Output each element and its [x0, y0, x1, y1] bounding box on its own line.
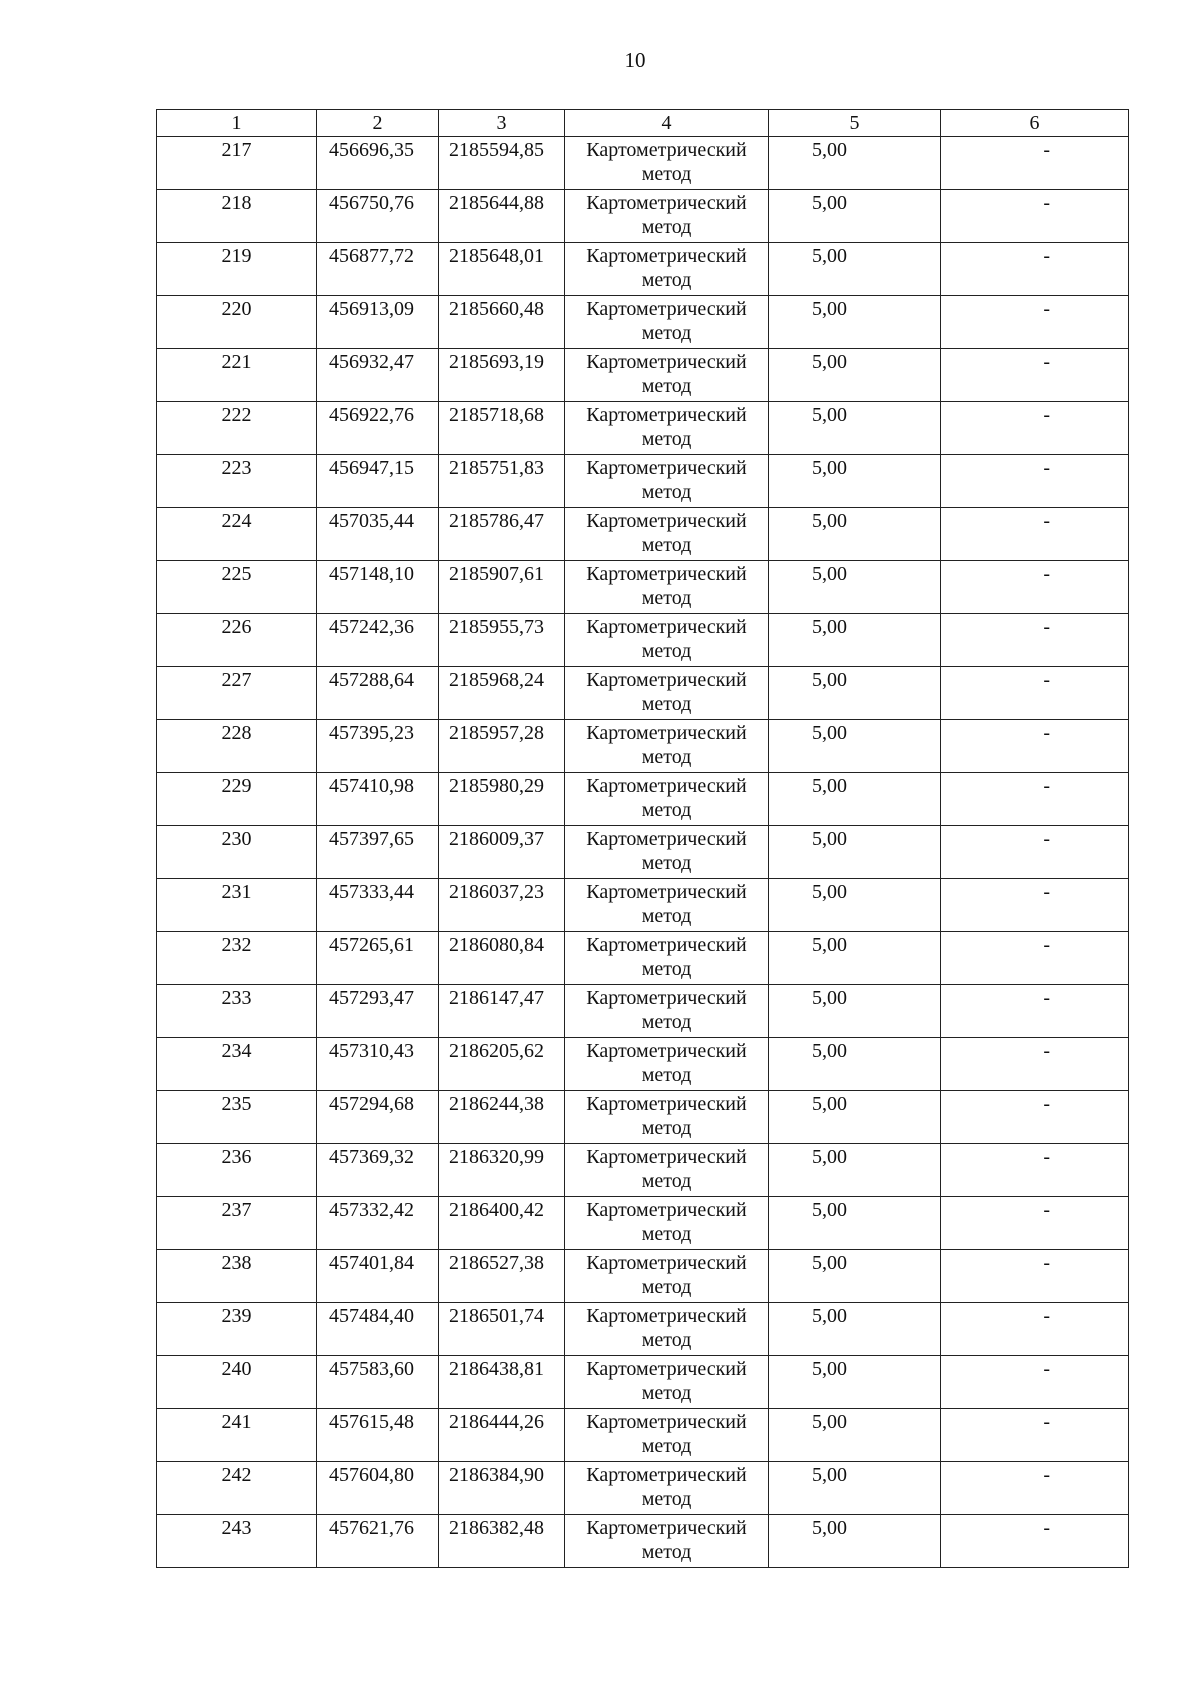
- method-cell: Картометрический метод: [565, 1303, 769, 1356]
- point-number-cell: 239: [157, 1303, 317, 1356]
- coord-y-cell: 2186244,38: [439, 1091, 565, 1144]
- note-cell: -: [941, 190, 1129, 243]
- coord-y-cell: 2185957,28: [439, 720, 565, 773]
- table-row: [157, 667, 1129, 720]
- coord-y-cell: 2186527,38: [439, 1250, 565, 1303]
- coord-y-cell: 2186205,62: [439, 1038, 565, 1091]
- accuracy-cell: 5,00: [769, 1409, 941, 1462]
- table-row: [157, 614, 1129, 667]
- coord-y-cell: 2185980,29: [439, 773, 565, 826]
- coord-y-cell: 2186147,47: [439, 985, 565, 1038]
- note-cell: -: [941, 773, 1129, 826]
- method-cell: Картометрический метод: [565, 561, 769, 614]
- column-header: 2: [317, 110, 439, 137]
- point-number-cell: 224: [157, 508, 317, 561]
- accuracy-cell: 5,00: [769, 1250, 941, 1303]
- table-row: [157, 1515, 1129, 1568]
- table-row: [157, 137, 1129, 190]
- accuracy-cell: 5,00: [769, 508, 941, 561]
- table-body: [157, 137, 1129, 1568]
- coord-x-cell: 457410,98: [317, 773, 439, 826]
- coord-y-cell: 2186501,74: [439, 1303, 565, 1356]
- point-number-cell: 218: [157, 190, 317, 243]
- coord-x-cell: 456877,72: [317, 243, 439, 296]
- note-cell: -: [941, 1409, 1129, 1462]
- coord-y-cell: 2186444,26: [439, 1409, 565, 1462]
- note-cell: -: [941, 402, 1129, 455]
- point-number-cell: 230: [157, 826, 317, 879]
- coord-x-cell: 457333,44: [317, 879, 439, 932]
- note-cell: -: [941, 985, 1129, 1038]
- column-header: 3: [439, 110, 565, 137]
- note-cell: -: [941, 1091, 1129, 1144]
- method-cell: Картометрический метод: [565, 720, 769, 773]
- coord-y-cell: 2186080,84: [439, 932, 565, 985]
- note-cell: -: [941, 826, 1129, 879]
- point-number-cell: 222: [157, 402, 317, 455]
- accuracy-cell: 5,00: [769, 1303, 941, 1356]
- method-cell: Картометрический метод: [565, 1038, 769, 1091]
- point-number-cell: 235: [157, 1091, 317, 1144]
- accuracy-cell: 5,00: [769, 614, 941, 667]
- method-cell: Картометрический метод: [565, 508, 769, 561]
- coord-x-cell: 457369,32: [317, 1144, 439, 1197]
- method-cell: Картометрический метод: [565, 1250, 769, 1303]
- coord-x-cell: 457265,61: [317, 932, 439, 985]
- column-header: 5: [769, 110, 941, 137]
- table-row: [157, 773, 1129, 826]
- method-cell: Картометрический метод: [565, 932, 769, 985]
- note-cell: -: [941, 1038, 1129, 1091]
- accuracy-cell: 5,00: [769, 985, 941, 1038]
- point-number-cell: 217: [157, 137, 317, 190]
- coord-x-cell: 457148,10: [317, 561, 439, 614]
- accuracy-cell: 5,00: [769, 1515, 941, 1568]
- coord-x-cell: 457035,44: [317, 508, 439, 561]
- point-number-cell: 233: [157, 985, 317, 1038]
- table-row: [157, 1144, 1129, 1197]
- method-cell: Картометрический метод: [565, 1515, 769, 1568]
- point-number-cell: 243: [157, 1515, 317, 1568]
- method-cell: Картометрический метод: [565, 1091, 769, 1144]
- accuracy-cell: 5,00: [769, 1038, 941, 1091]
- coord-x-cell: 456922,76: [317, 402, 439, 455]
- accuracy-cell: 5,00: [769, 561, 941, 614]
- method-cell: Картометрический метод: [565, 1144, 769, 1197]
- table-row: [157, 1091, 1129, 1144]
- coord-y-cell: 2186382,48: [439, 1515, 565, 1568]
- coord-y-cell: 2185648,01: [439, 243, 565, 296]
- note-cell: -: [941, 1197, 1129, 1250]
- accuracy-cell: 5,00: [769, 1356, 941, 1409]
- table-row: [157, 508, 1129, 561]
- point-number-cell: 241: [157, 1409, 317, 1462]
- column-header: 1: [157, 110, 317, 137]
- table-row: [157, 1409, 1129, 1462]
- note-cell: -: [941, 667, 1129, 720]
- note-cell: -: [941, 1303, 1129, 1356]
- table-row: [157, 349, 1129, 402]
- note-cell: -: [941, 137, 1129, 190]
- table-header: [157, 110, 1129, 137]
- point-number-cell: 232: [157, 932, 317, 985]
- page-number: 10: [624, 48, 646, 72]
- method-cell: Картометрический метод: [565, 243, 769, 296]
- coord-y-cell: 2185644,88: [439, 190, 565, 243]
- point-number-cell: 226: [157, 614, 317, 667]
- point-number-cell: 238: [157, 1250, 317, 1303]
- table-row: [157, 879, 1129, 932]
- note-cell: -: [941, 455, 1129, 508]
- coord-x-cell: 457401,84: [317, 1250, 439, 1303]
- coord-x-cell: 456932,47: [317, 349, 439, 402]
- table-row: [157, 1038, 1129, 1091]
- method-cell: Картометрический метод: [565, 985, 769, 1038]
- table-row: [157, 1303, 1129, 1356]
- coord-x-cell: 457294,68: [317, 1091, 439, 1144]
- coord-y-cell: 2186400,42: [439, 1197, 565, 1250]
- coord-x-cell: 457242,36: [317, 614, 439, 667]
- coord-x-cell: 457621,76: [317, 1515, 439, 1568]
- method-cell: Картометрический метод: [565, 614, 769, 667]
- coord-y-cell: 2185660,48: [439, 296, 565, 349]
- note-cell: -: [941, 1515, 1129, 1568]
- point-number-cell: 220: [157, 296, 317, 349]
- coord-x-cell: 457395,23: [317, 720, 439, 773]
- note-cell: -: [941, 879, 1129, 932]
- note-cell: -: [941, 1356, 1129, 1409]
- coord-x-cell: 456696,35: [317, 137, 439, 190]
- method-cell: Картометрический метод: [565, 455, 769, 508]
- note-cell: -: [941, 561, 1129, 614]
- accuracy-cell: 5,00: [769, 137, 941, 190]
- accuracy-cell: 5,00: [769, 826, 941, 879]
- coord-y-cell: 2186009,37: [439, 826, 565, 879]
- table-row: [157, 243, 1129, 296]
- note-cell: -: [941, 932, 1129, 985]
- table-row: [157, 985, 1129, 1038]
- coord-x-cell: 457604,80: [317, 1462, 439, 1515]
- accuracy-cell: 5,00: [769, 667, 941, 720]
- point-number-cell: 219: [157, 243, 317, 296]
- table-row: [157, 190, 1129, 243]
- note-cell: -: [941, 1462, 1129, 1515]
- point-number-cell: 223: [157, 455, 317, 508]
- accuracy-cell: 5,00: [769, 1144, 941, 1197]
- method-cell: Картометрический метод: [565, 349, 769, 402]
- table-row: [157, 932, 1129, 985]
- accuracy-cell: 5,00: [769, 773, 941, 826]
- note-cell: -: [941, 720, 1129, 773]
- coord-y-cell: 2185751,83: [439, 455, 565, 508]
- accuracy-cell: 5,00: [769, 1091, 941, 1144]
- point-number-cell: 237: [157, 1197, 317, 1250]
- coord-x-cell: 457397,65: [317, 826, 439, 879]
- point-number-cell: 221: [157, 349, 317, 402]
- accuracy-cell: 5,00: [769, 455, 941, 508]
- table-row: [157, 1250, 1129, 1303]
- method-cell: Картометрический метод: [565, 296, 769, 349]
- coord-x-cell: 457293,47: [317, 985, 439, 1038]
- table-row: [157, 826, 1129, 879]
- note-cell: -: [941, 349, 1129, 402]
- accuracy-cell: 5,00: [769, 879, 941, 932]
- point-number-cell: 236: [157, 1144, 317, 1197]
- coord-x-cell: 457310,43: [317, 1038, 439, 1091]
- method-cell: Картометрический метод: [565, 1409, 769, 1462]
- table-row: [157, 1356, 1129, 1409]
- method-cell: Картометрический метод: [565, 1356, 769, 1409]
- method-cell: Картометрический метод: [565, 879, 769, 932]
- column-header: 4: [565, 110, 769, 137]
- coord-y-cell: 2185693,19: [439, 349, 565, 402]
- accuracy-cell: 5,00: [769, 349, 941, 402]
- coord-x-cell: 457615,48: [317, 1409, 439, 1462]
- method-cell: Картометрический метод: [565, 667, 769, 720]
- coord-y-cell: 2185594,85: [439, 137, 565, 190]
- point-number-cell: 228: [157, 720, 317, 773]
- point-number-cell: 234: [157, 1038, 317, 1091]
- point-number-cell: 240: [157, 1356, 317, 1409]
- coord-y-cell: 2186037,23: [439, 879, 565, 932]
- method-cell: Картометрический метод: [565, 1197, 769, 1250]
- accuracy-cell: 5,00: [769, 296, 941, 349]
- point-number-cell: 227: [157, 667, 317, 720]
- method-cell: Картометрический метод: [565, 402, 769, 455]
- table-row: [157, 720, 1129, 773]
- coordinates-table: [156, 109, 1129, 1568]
- table-row: [157, 296, 1129, 349]
- table-row: [157, 1197, 1129, 1250]
- coord-y-cell: 2185718,68: [439, 402, 565, 455]
- table-row: [157, 402, 1129, 455]
- coord-x-cell: 457484,40: [317, 1303, 439, 1356]
- coord-x-cell: 457583,60: [317, 1356, 439, 1409]
- method-cell: Картометрический метод: [565, 773, 769, 826]
- accuracy-cell: 5,00: [769, 1462, 941, 1515]
- note-cell: -: [941, 296, 1129, 349]
- point-number-cell: 229: [157, 773, 317, 826]
- coord-y-cell: 2186384,90: [439, 1462, 565, 1515]
- table-row: [157, 455, 1129, 508]
- table-row: [157, 1462, 1129, 1515]
- method-cell: Картометрический метод: [565, 1462, 769, 1515]
- note-cell: -: [941, 1250, 1129, 1303]
- coord-x-cell: 456947,15: [317, 455, 439, 508]
- column-header: 6: [941, 110, 1129, 137]
- point-number-cell: 231: [157, 879, 317, 932]
- note-cell: -: [941, 614, 1129, 667]
- accuracy-cell: 5,00: [769, 402, 941, 455]
- table-row: [157, 561, 1129, 614]
- method-cell: Картометрический метод: [565, 137, 769, 190]
- method-cell: Картометрический метод: [565, 190, 769, 243]
- accuracy-cell: 5,00: [769, 1197, 941, 1250]
- coord-y-cell: 2185968,24: [439, 667, 565, 720]
- coord-y-cell: 2185786,47: [439, 508, 565, 561]
- accuracy-cell: 5,00: [769, 190, 941, 243]
- coord-x-cell: 457332,42: [317, 1197, 439, 1250]
- coord-x-cell: 457288,64: [317, 667, 439, 720]
- coord-y-cell: 2185907,61: [439, 561, 565, 614]
- table-header-row: [157, 110, 1129, 137]
- point-number-cell: 242: [157, 1462, 317, 1515]
- note-cell: -: [941, 243, 1129, 296]
- coord-y-cell: 2186438,81: [439, 1356, 565, 1409]
- point-number-cell: 225: [157, 561, 317, 614]
- coord-y-cell: 2186320,99: [439, 1144, 565, 1197]
- accuracy-cell: 5,00: [769, 243, 941, 296]
- coord-x-cell: 456750,76: [317, 190, 439, 243]
- coord-x-cell: 456913,09: [317, 296, 439, 349]
- accuracy-cell: 5,00: [769, 932, 941, 985]
- accuracy-cell: 5,00: [769, 720, 941, 773]
- coord-y-cell: 2185955,73: [439, 614, 565, 667]
- note-cell: -: [941, 508, 1129, 561]
- note-cell: -: [941, 1144, 1129, 1197]
- method-cell: Картометрический метод: [565, 826, 769, 879]
